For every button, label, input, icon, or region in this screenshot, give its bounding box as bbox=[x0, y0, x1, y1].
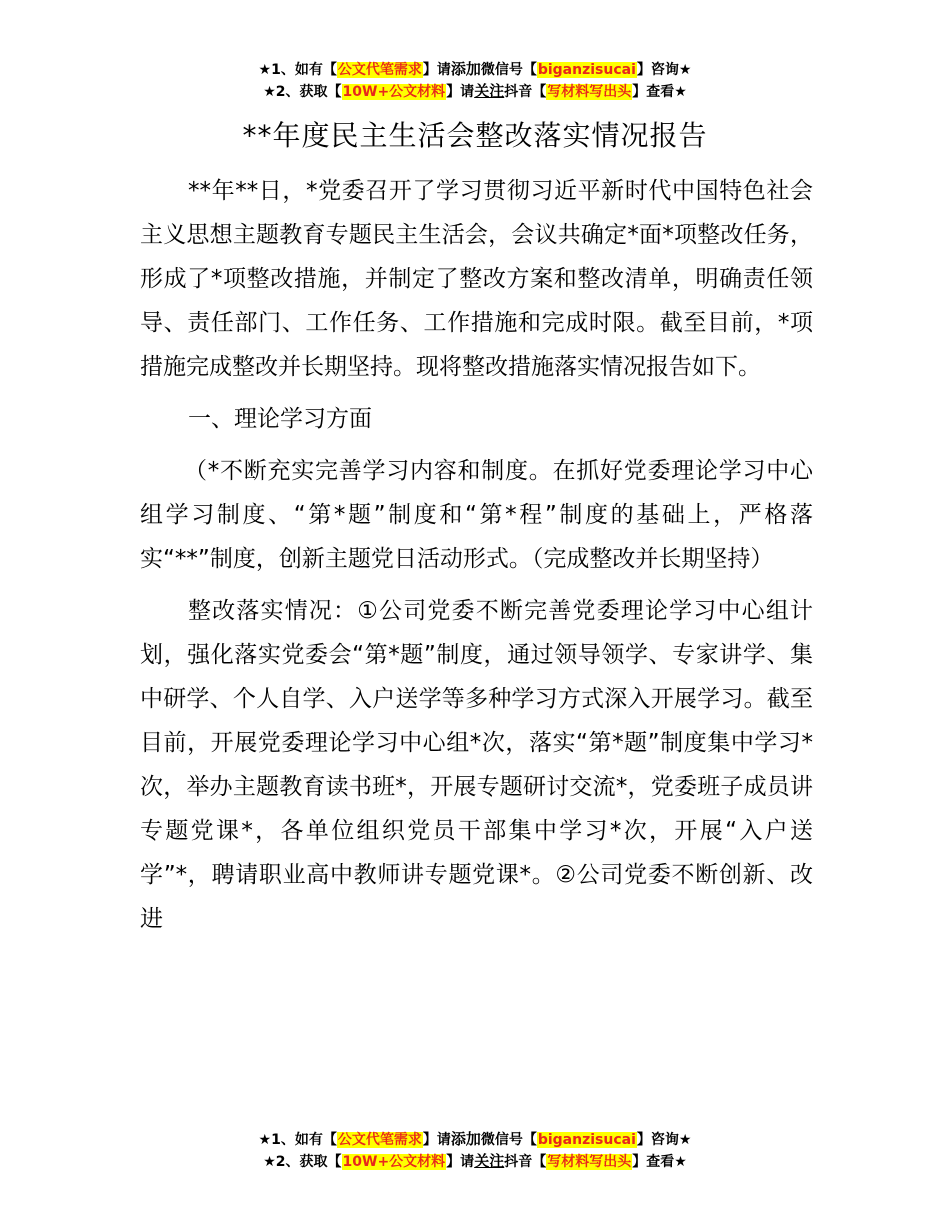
section-heading: 一、理论学习方面 bbox=[188, 406, 372, 432]
promo-text: 】咨询★ bbox=[636, 1132, 692, 1148]
promo-text: ★2、获取【 bbox=[263, 84, 342, 100]
promo-banner-top bbox=[0, 59, 950, 103]
promo-text: 抖音【 bbox=[504, 1154, 547, 1170]
promo-emphasis: 关注 bbox=[474, 82, 505, 100]
promo-text: 抖音【 bbox=[504, 84, 547, 100]
promo-line-2 bbox=[0, 1151, 950, 1173]
document-body bbox=[140, 169, 813, 949]
promo-highlight: 10W+公文材料 bbox=[342, 1154, 446, 1170]
promo-text: 】请 bbox=[422, 62, 451, 78]
promo-text: 微信号【 bbox=[480, 1132, 537, 1148]
promo-text: 】查看★ bbox=[632, 84, 687, 100]
promo-text: 】查看★ bbox=[632, 1154, 687, 1170]
promo-emphasis: 添加 bbox=[450, 60, 481, 78]
promo-highlight-wechat-id: biganzisucai bbox=[537, 1132, 636, 1148]
promo-emphasis: 添加 bbox=[450, 1130, 481, 1148]
paragraph-implementation: 整改落实情况：①公司党委不断完善党委理论学习中心组计划，强化落实党委会“第*题”制度，通过领导领学、专家讲学、集中研学、个人自学、入户送学等多种学习方式深入开展学习。截至目前，开展党委理论学习中心组*次，落实“第*题”制度集中学习*次，举办主题教育读书班*，开展专题研讨交流*，党委班子成员讲专题党课*，各单位组织党员干部集中学习*次，开展“入户送学”*，聘请职业高中教师讲专题党课*。②公司党委不断创新、改进 bbox=[140, 598, 813, 932]
paragraph-intro: **年**日，*党委召开了学习贯彻习近平新时代中国特色社会主义思想主题教育专题民主生活会，会议共确定*面*项整改任务，形成了*项整改措施，并制定了整改方案和整改清单，明确责任领导、责任部门、工作任务、工作措施和完成时限。截至目前，*项措施完成整改并长期坚持。现将整改措施落实情况报告如下。 bbox=[140, 178, 813, 380]
promo-highlight-account: 写材料写出头 bbox=[547, 1154, 632, 1170]
promo-banner-bottom bbox=[0, 1129, 950, 1173]
promo-text: 】请 bbox=[422, 1132, 451, 1148]
promo-text: ★1、如有【 bbox=[258, 1132, 337, 1148]
promo-highlight: 10W+公文材料 bbox=[342, 84, 446, 100]
promo-highlight: 公文代笔需求 bbox=[337, 62, 422, 78]
promo-text: 】请 bbox=[446, 1154, 475, 1170]
promo-highlight-wechat-id: biganzisucai bbox=[537, 62, 636, 78]
promo-line-2 bbox=[0, 81, 950, 103]
promo-text: 】咨询★ bbox=[636, 62, 692, 78]
promo-line-1 bbox=[0, 59, 950, 81]
promo-emphasis: 关注 bbox=[474, 1152, 505, 1170]
paragraph-measure: （*不断充实完善学习内容和制度。在抓好党委理论学习中心组学习制度、“第*题”制度和“第*程”制度的基础上，严格落实“**”制度，创新主题党日活动形式。（完成整改并长期坚持） bbox=[140, 458, 813, 572]
promo-line-1 bbox=[0, 1129, 950, 1151]
promo-text: 】请 bbox=[446, 84, 475, 100]
promo-text: ★2、获取【 bbox=[263, 1154, 342, 1170]
promo-highlight: 公文代笔需求 bbox=[337, 1132, 422, 1148]
promo-text: 微信号【 bbox=[480, 62, 537, 78]
document-title: **年度民主生活会整改落实情况报告 bbox=[242, 119, 708, 152]
promo-text: ★1、如有【 bbox=[258, 62, 337, 78]
promo-highlight-account: 写材料写出头 bbox=[547, 84, 632, 100]
